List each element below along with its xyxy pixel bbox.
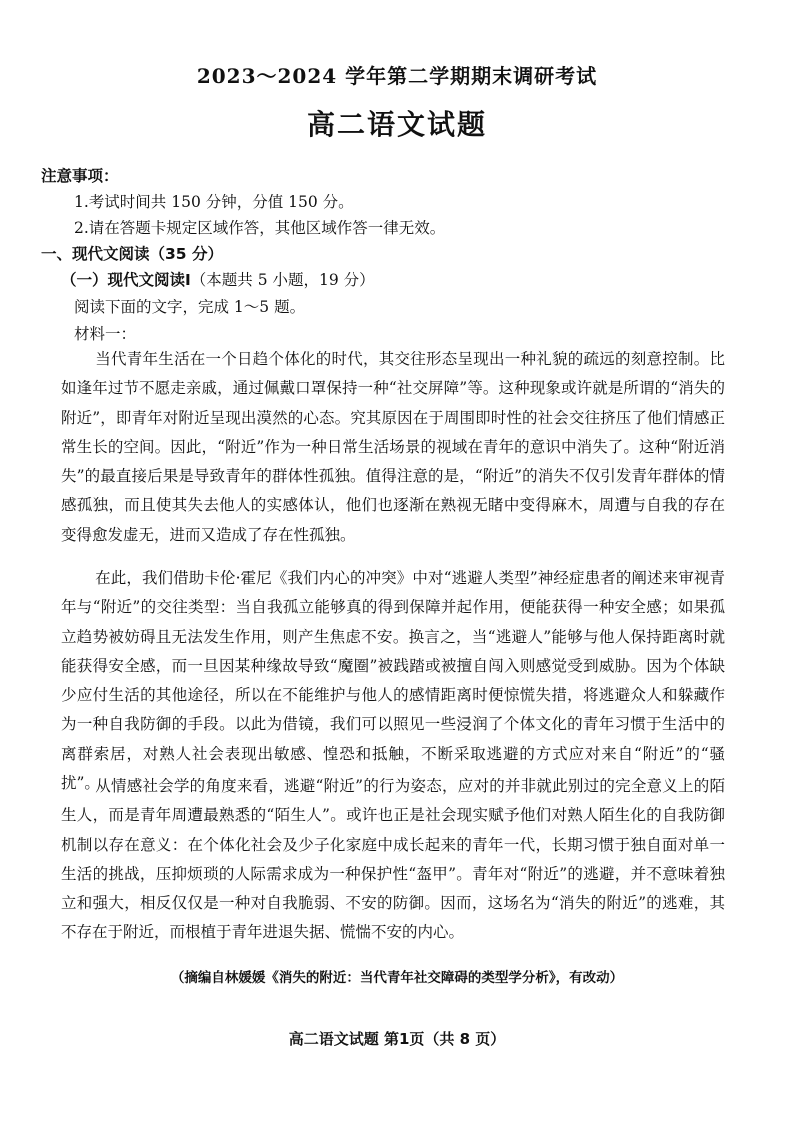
paragraph-1-text: 当代青年生活在一个日趋个体化的时代，其交往形态呈现出一种礼貌的疏远的刻意控制。比如逢年过节不愿走亲戚，通过佩戴口罩保持一种“社交屏障”等。这种现象或许就是所谓的“消失的附近”，即青年对附近呈现出漠然的心态。究其原因在于周围即时性的社会交往挤压了他们情感正常生长的空间。因此，“附近”作为一种日常生活场景的视域在青年的意识中消失了。这种“附近消失”的最直接后果是导致青年的群体性孤独。值得注意的是，“附近”的消失不仅引发青年群体的情感孤独，而且使其失去他人的实感体认，他们也逐渐在熟视无睹中变得麻木，周遭与自我的存在变得愈发虚无，进而又造成了存在性孤独。	[61, 350, 725, 544]
subsection-note: （本题共 5 小题，19 分）	[190, 271, 375, 289]
paragraph-3	[61, 772, 725, 948]
paragraph-2-text: 在此，我们借助卡伦·霍尼《我们内心的冲突》中对“逃避人类型”神经症患者的阐述来审视青年与“附近”的交往类型：当自我孤立能够真的得到保障并起作用，便能获得一种安全感；如果孤立趋势被妨碍且无法发生作用，则产生焦虑不安。换言之，当“逃避人”能够与他人保持距离时就能获得安全感，而一旦因某种缘故导致“魔圈”被践踏或被擅自闯入则感觉受到威胁。因为个体缺少应付生活的其他途径，所以在不能维护与他人的感情距离时便惊慌失措，将逃避众人和躲藏作为一种自我防御的手段。以此为借镜，我们可以照见一些浸润了个体文化的青年习惯于生活中的离群索居，对熟人社会表现出敏感、惶恐和抵触，不断采取逃避的方式应对来自“附近”的“骚扰”。	[61, 569, 725, 793]
material-label: 材料一：	[74, 325, 137, 343]
notice-item-2: 2.请在答题卡规定区域作答，其他区域作答一律无效。	[74, 219, 446, 237]
subsection-label: （一）现代文阅读Ⅰ	[61, 271, 191, 289]
subsection-heading	[61, 269, 375, 291]
reading-instruction: 阅读下面的文字，完成 1～5 题。	[74, 298, 306, 316]
paper-title: 高二语文试题	[306, 108, 487, 141]
notice-heading: 注意事项：	[41, 167, 119, 185]
paragraph-2	[61, 564, 725, 798]
paragraph-1	[61, 345, 725, 550]
page-footer: 高二语文试题 第1页（共 8 页）	[288, 1030, 506, 1048]
notice-item-1: 1.考试时间共 150 分钟，分值 150 分。	[74, 193, 354, 211]
source-citation: （摘编自林媛媛《消失的附近：当代青年社交障碍的类型学分析》，有改动）	[170, 970, 624, 986]
exam-title: 2023～2024 学年第二学期期末调研考试	[196, 64, 598, 88]
paragraph-3-text: 从情感社会学的角度来看，逃避“附近”的行为姿态，应对的并非就此别过的完全意义上的陌生人，而是青年周遭最熟悉的“陌生人”。或许也正是社会现实赋予他们对熟人陌生化的自我防御机制以存在意义：在个体化社会及少子化家庭中成长起来的青年一代，长期习惯于独自面对单一生活的挑战，压抑烦琐的人际需求成为一种保护性“盔甲”。青年对“附近”的逃避，并不意味着独立和强大，相反仅仅是一种对自我脆弱、不安的防御。因而，这场名为“消失的附近”的逃难，其不存在于附近，而根植于青年进退失据、慌惴不安的内心。	[61, 777, 725, 942]
section-title: 一、现代文阅读（35 分）	[41, 245, 223, 263]
